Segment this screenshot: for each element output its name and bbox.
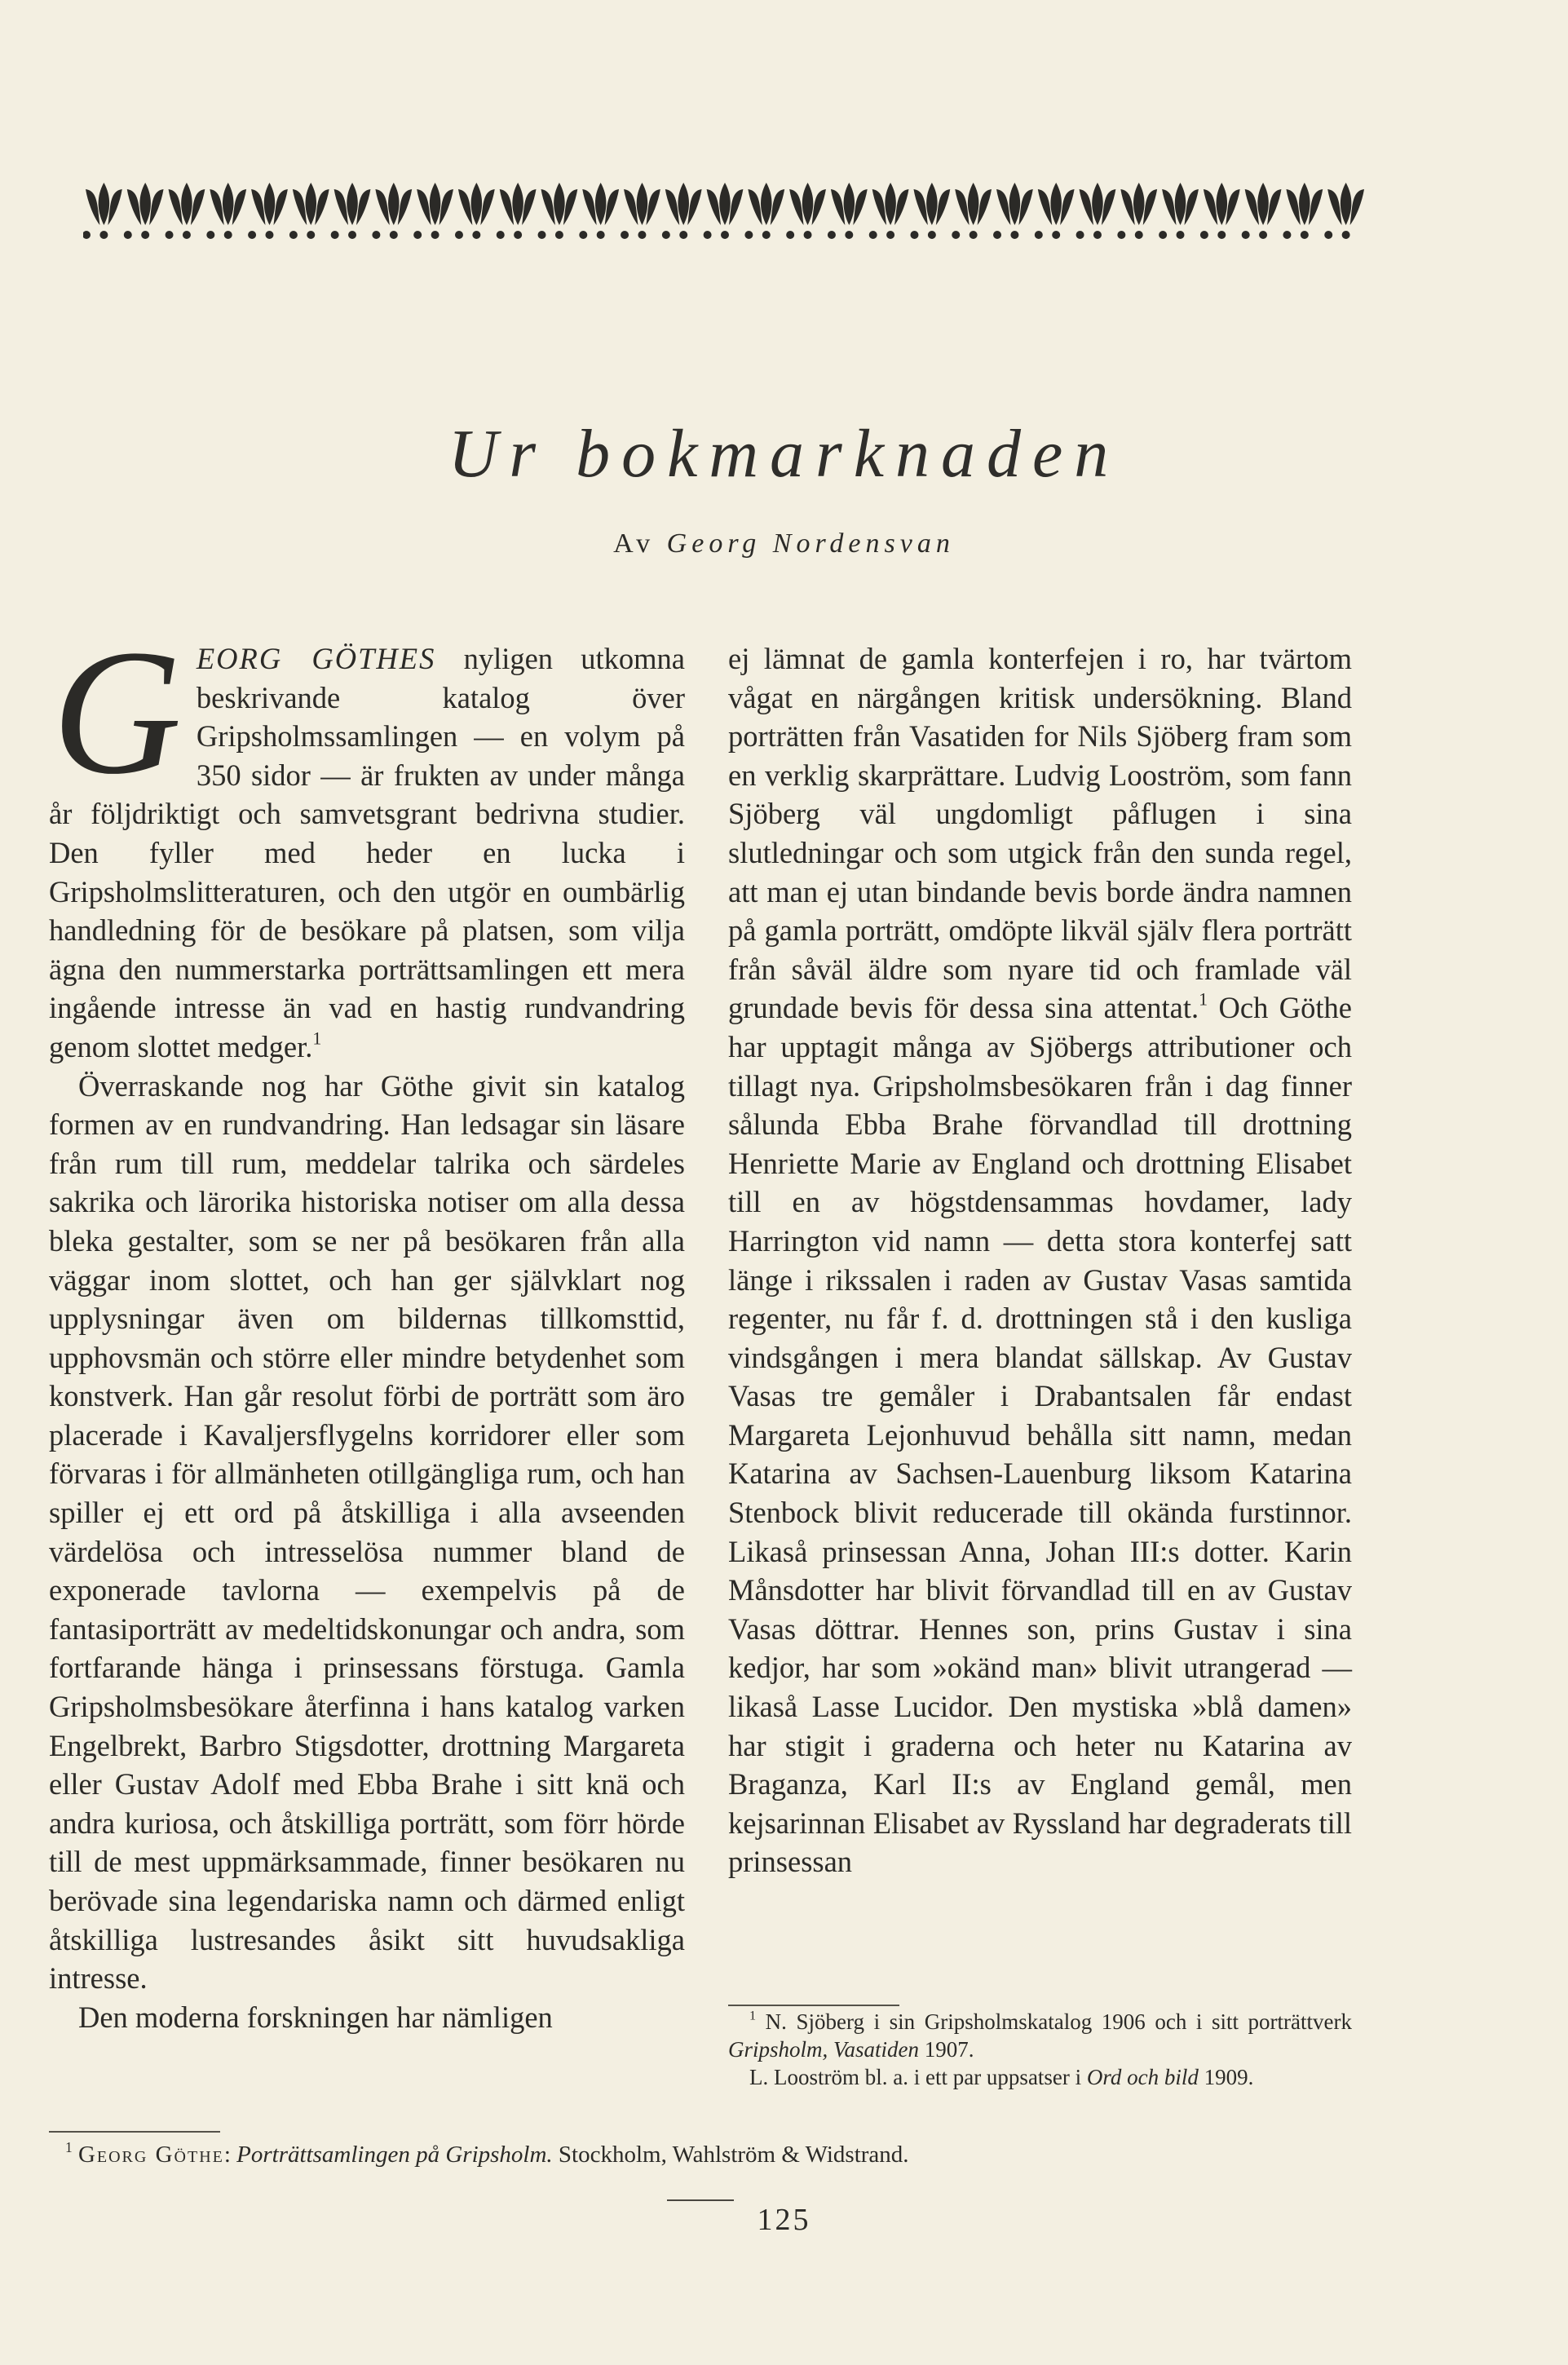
- ornament-motif: [910, 183, 950, 239]
- ornament-motif: [124, 183, 164, 239]
- ornament-motif: [1159, 183, 1199, 239]
- byline-author: Georg Nordensvan: [666, 528, 955, 559]
- byline-prefix: Av: [613, 528, 656, 559]
- paragraph-1-text: nyligen utkomna beskrivande katalog över Gripsholmssamlingen — en volym på 350 sidor — är frukten av under många år följdriktigt och samvetsgrant bedrivna studier. Den fyller med heder en lucka i Gripsholmslitteraturen, och den utgör en oumbärlig handledning för de besökare på platsen, som vilja ägna den nummerstarka porträttsamlingen ett mera ingående intresse än vad en hastig rundvandring genom slottet medger.: [49, 642, 685, 1063]
- ornament-motif: [455, 183, 495, 239]
- footnote-2: [728, 2063, 1352, 2091]
- ornament-motif: [662, 183, 702, 239]
- lead-in: EORG GÖTHES: [196, 642, 436, 675]
- paragraph-4-text-b: Och Göthe har upptagit många av Sjöbergs attributioner och tillagt nya. Gripsholmsbesökaren från i dag finner sålunda Ebba Brahe förvandlad till drottning Henriette Marie av England och drottning Elisabet till en av högstdensammas hovdamer, lady Harrington vid namn — detta stora konterfej satt länge i rikssalen i raden av Gustav Vasas samtida regenter, nu får f. d. drottningen stå i den kusliga vindsgången i mera blandat sällskap. Av Gustav Vasas tre gemåler i Drabantsalen får endast Margareta Lejonhuvud behålla sitt namn, medan Katarina av Sachsen-Lauenburg liksom Katarina Stenbock blivit reducerade till okända furstinnor. Likaså prinsessan Anna, Johan III:s dotter. Karin Månsdotter har blivit förvandlad till en av Gustav Vasas döttrar. Hennes son, prins Gustav i sina kedjor, har som »okänd man» blivit utrangerad — likaså Lasse Lucidor. Den mystiska »blå damen» har stigit i graderna och heter nu Katarina av Braganza, Karl II:s av England gemål, men kejsarinnan Elisabet av Ryssland har degraderats till prinsessan: [728, 991, 1352, 1879]
- ornament-motif: [413, 183, 453, 239]
- ornament-motif: [952, 183, 992, 239]
- ornament-motif: [869, 183, 909, 239]
- ornament-motif: [248, 183, 288, 239]
- ornament-motif: [1283, 183, 1323, 239]
- ornament-motif: [331, 183, 371, 239]
- ornament-motif: [372, 183, 412, 239]
- ornament-motif: [1035, 183, 1075, 239]
- footnote-marker: 1: [1199, 989, 1208, 1010]
- footnote-1: [728, 2008, 1352, 2063]
- footnote-rule: [728, 2005, 899, 2006]
- page-footnote: [65, 2140, 1370, 2169]
- article-title: Ur bokmarknaden: [448, 416, 1120, 492]
- page-footnote-sep: :: [223, 2142, 237, 2168]
- ornament-svg: [83, 178, 1367, 243]
- page-footnote-title: Porträttsamlingen på Gripsholm.: [236, 2142, 553, 2168]
- ornament-motif: [1324, 183, 1364, 239]
- footnote-marker: 1: [312, 1028, 322, 1049]
- ornament-motif: [83, 183, 122, 239]
- ornament-motif: [621, 183, 660, 239]
- paragraph-3: Den moderna forskningen har nämligen: [78, 2000, 553, 2034]
- ornament-motif: [497, 183, 537, 239]
- ornament-motif: [828, 183, 868, 239]
- footnote-1-year: 1907.: [919, 2037, 974, 2062]
- ornament-motif: [704, 183, 744, 239]
- footnote-1-marker: 1: [749, 2008, 757, 2023]
- ornament-motif: [993, 183, 1033, 239]
- page-footnote-author: Georg Göthe: [77, 2142, 224, 2168]
- ornament-motif: [166, 183, 205, 239]
- left-column: [49, 612, 685, 2036]
- ornament-motif: [538, 183, 578, 239]
- paragraph-1: [49, 612, 685, 1067]
- drop-cap: G: [52, 612, 182, 811]
- leaf-frieze-ornament: [83, 178, 1367, 243]
- ornament-motif: [1117, 183, 1157, 239]
- footnote-rule: [49, 2131, 220, 2133]
- footnote-1-text: N. Sjöberg i sin Gripsholmskatalog 1906 och i sitt porträttverk: [765, 2009, 1353, 2034]
- footnote-2-year: 1909.: [1198, 2065, 1254, 2089]
- byline: [0, 528, 1568, 559]
- ornament-motif: [786, 183, 826, 239]
- footnote-2-text: L. Looström bl. a. i ett par uppsatser i: [749, 2065, 1087, 2089]
- ornament-motif: [744, 183, 784, 239]
- page-footnote-marker: 1: [65, 2138, 73, 2155]
- ornament-motif: [289, 183, 329, 239]
- ornament-motif: [579, 183, 619, 239]
- page-number-rule: [667, 2199, 734, 2201]
- ornament-motif: [206, 183, 246, 239]
- footnote-1-title: Gripsholm, Vasatiden: [728, 2037, 920, 2062]
- ornament-motif: [1076, 183, 1116, 239]
- page-footnote-publisher: Stockholm, Wahlström & Widstrand.: [552, 2142, 909, 2168]
- footnote-2-title: Ord och bild: [1086, 2065, 1199, 2089]
- column-footnotes: [728, 2008, 1352, 2091]
- paragraph-2: Överraskande nog har Göthe givit sin katalog formen av en rundvandring. Han ledsagar sin läsare från rum till rum, meddelar talrika och särdeles sakrika och lärorika historiska notiser om alla dessa bleka gestalter, som se ner på besökaren från alla väggar inom slottet, och han ger självklart nog upplysningar även om bildernas tillkomsttid, upphovsmän och större eller mindre betydenhet som konstverk. Han går resolut förbi de porträtt som äro placerade i Kavaljersflygelns korridorer eller som förvaras i för allmänheten otillgängliga rum, och han spiller ej ett ord på åtskilliga i alla avseenden värdelösa och intresselösa nummer bland de exponerade tavlorna — exempelvis på de fantasiporträtt av medeltidskonungar och andra, som fortfarande hänga i prinsessans förstuga. Gamla Gripsholmsbesökare återfinna i hans katalog varken Engelbrekt, Barbro Stigsdotter, drottning Margareta eller Gustav Adolf med Ebba Brahe i sitt knä och andra kuriosa, och åtskilliga porträtt, som förr hörde till de mest uppmärksammade, finner besökaren nu berövade sina legendariska namn och därmed enligt åtskilliga lustresandes åsikt sitt huvudsakliga intresse.: [49, 1068, 685, 1996]
- ornament-motif: [1242, 183, 1282, 239]
- right-column: [728, 639, 1352, 1881]
- ornament-motif: [1200, 183, 1240, 239]
- paragraph-4: [728, 639, 1352, 1881]
- paragraph-4-text-a: ej lämnat de gamla konterfejen i ro, har tvärtom vågat en närgången kritisk undersökning. Bland porträtten från Vasatiden for Nils Sjöberg fram som en verklig skarprättare. Ludvig Looström, som fann Sjöberg väl ungdomligt påflugen i sina slutledningar och som utgick från den sunda regel, att man ej utan bindande bevis borde ändra namnen på gamla porträtt, omdöpte likväl själv flera porträtt från såväl äldre som nyare tid och framlade väl grundade bevis för dessa sina attentat.: [728, 642, 1352, 1025]
- page-number: 125: [757, 2203, 811, 2237]
